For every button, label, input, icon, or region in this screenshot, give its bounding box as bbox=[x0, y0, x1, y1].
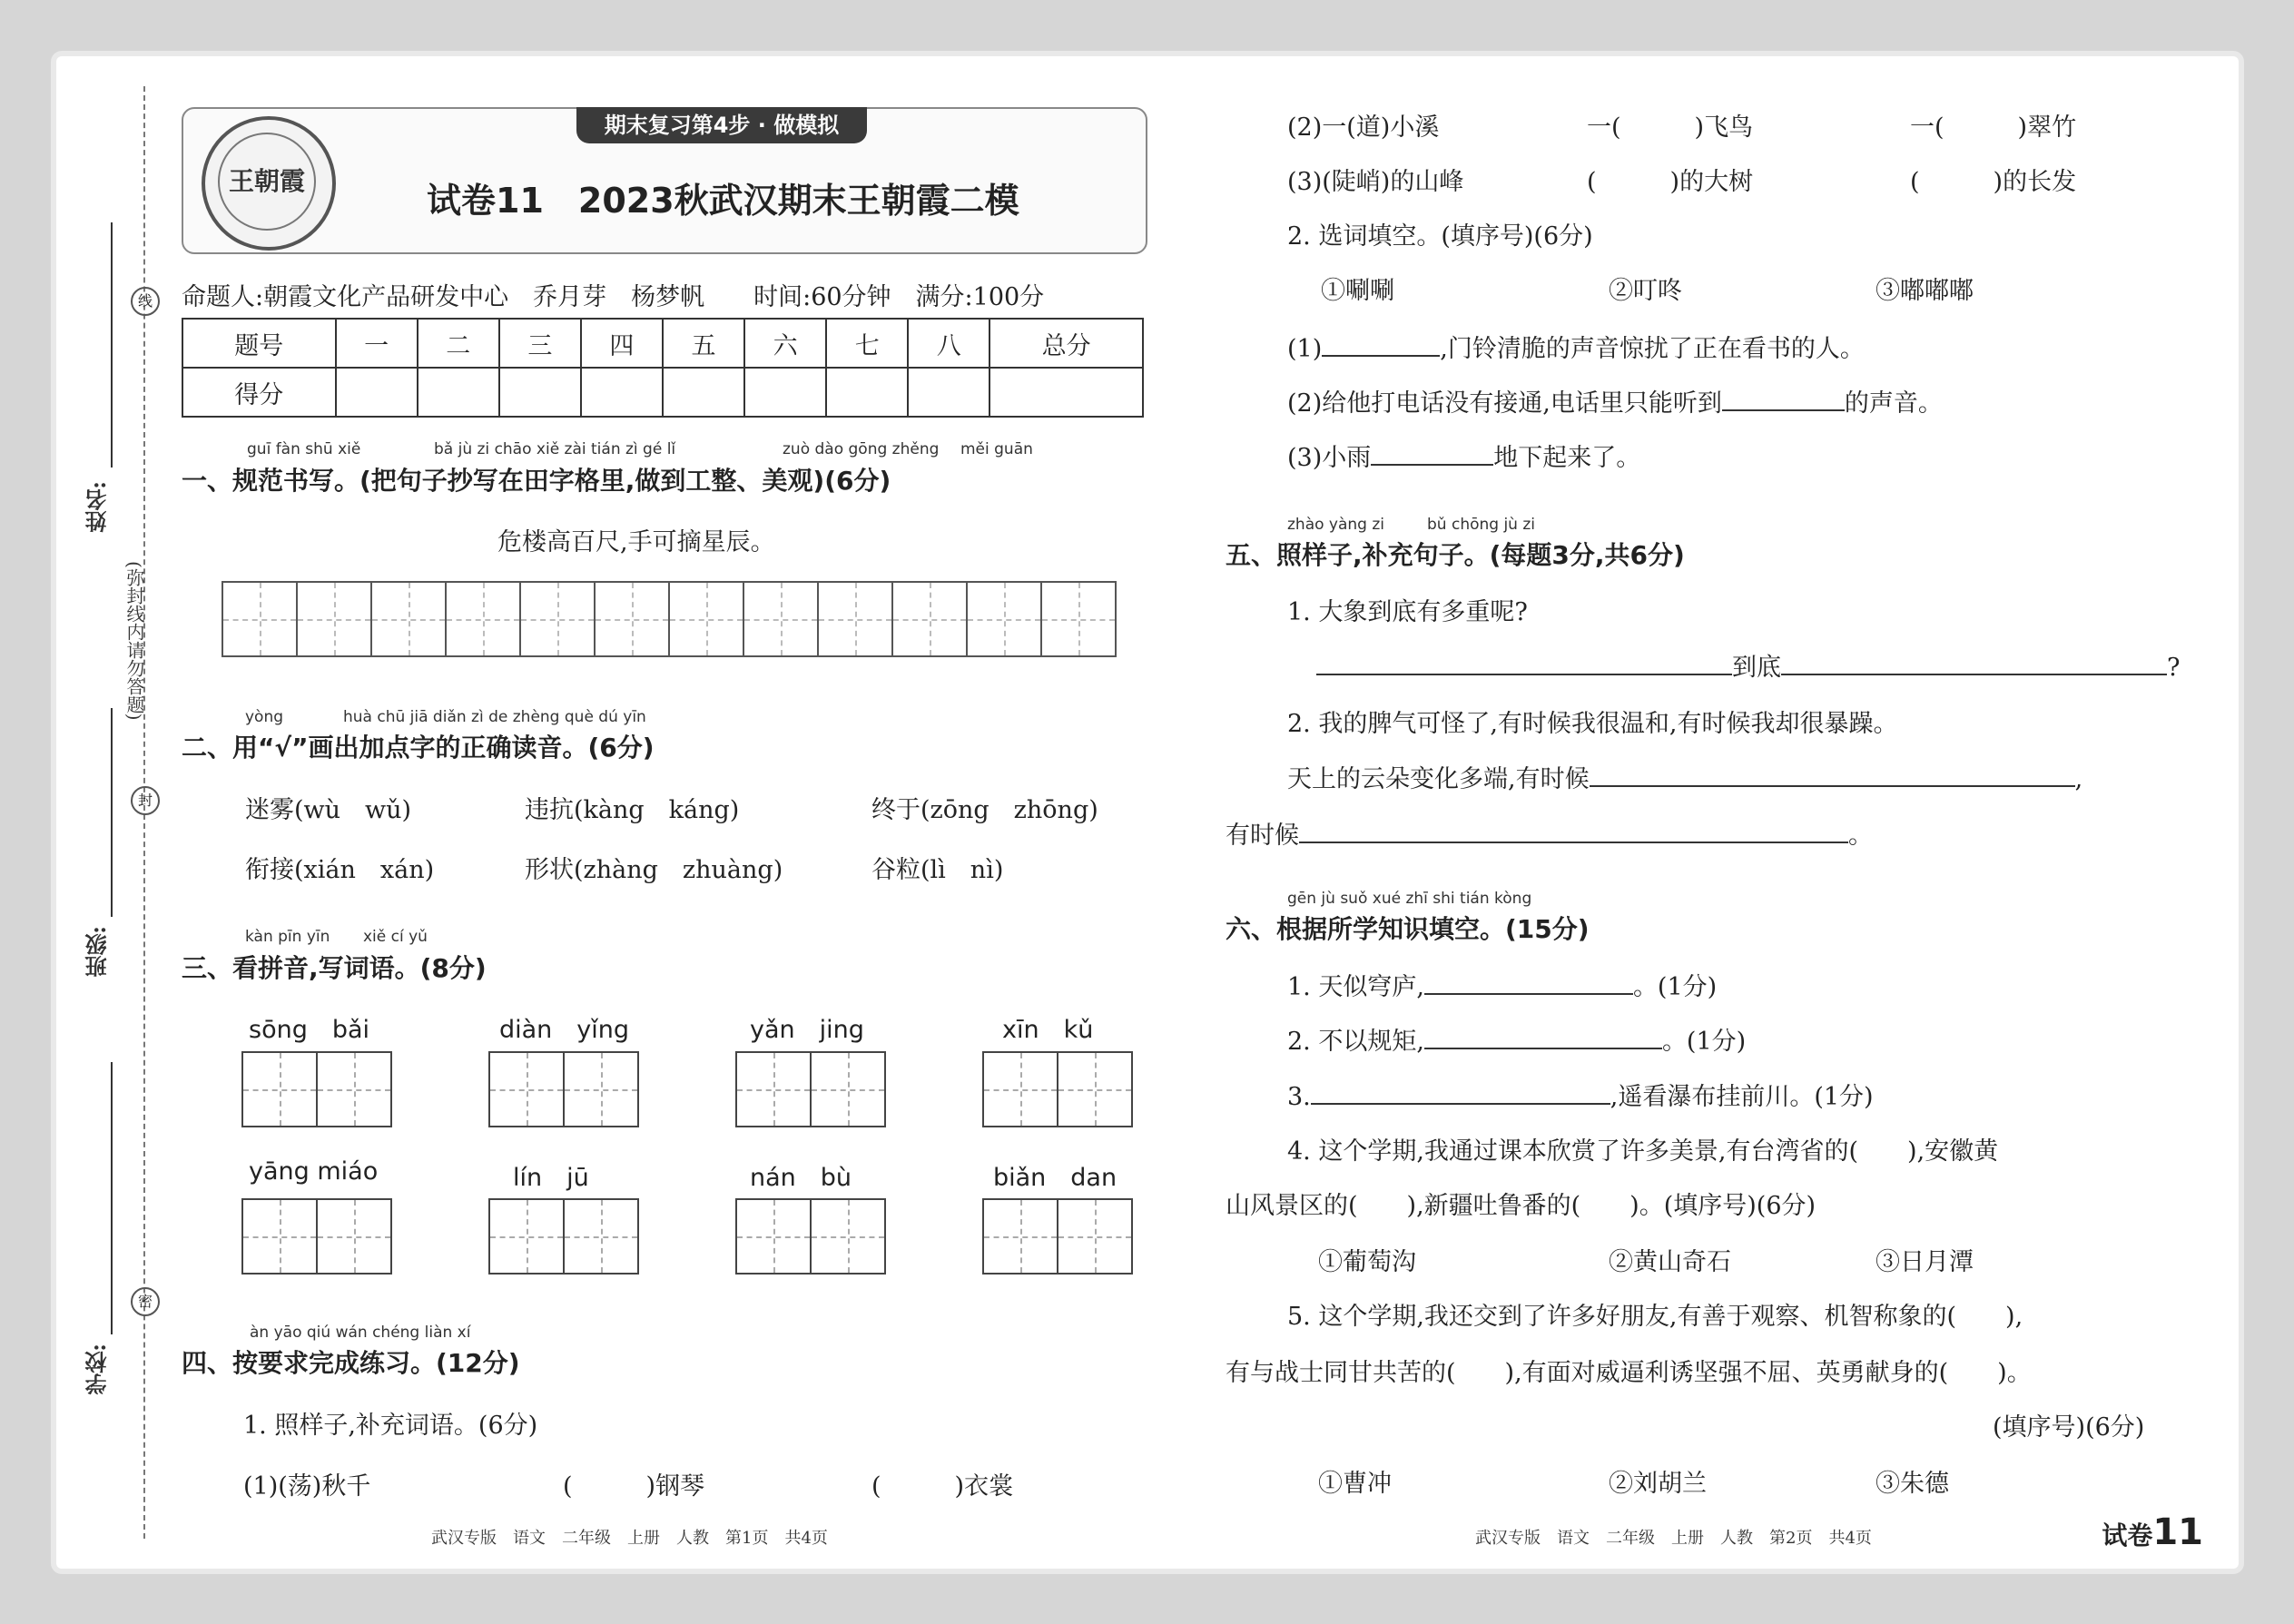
option: ①唰唰 bbox=[1321, 277, 1394, 305]
score-table bbox=[182, 318, 1144, 418]
pinyin: měi guān bbox=[960, 440, 1033, 458]
s6-line-4b: 山风景区的( ),新疆吐鲁番的( )。(填序号)(6分) bbox=[1226, 1192, 1816, 1220]
tian-grid-strip[interactable] bbox=[223, 581, 1117, 657]
s6-line-1: 1. 天似穹庐, 。(1分) bbox=[1287, 973, 1718, 1001]
s6-line-2: 2. 不以规矩, 。(1分) bbox=[1287, 1028, 1747, 1056]
score-cell[interactable] bbox=[418, 368, 499, 417]
reading-option[interactable]: 终于(zōng zhōng) bbox=[871, 796, 1098, 824]
pinyin: bǔ chōng jù zi bbox=[1427, 516, 1536, 534]
score-cell[interactable] bbox=[826, 368, 908, 417]
fill-sentence-2: (2)给他打电话没有接通,电话里只能听到 的声音。 bbox=[1287, 389, 1943, 418]
option: ②叮咚 bbox=[1609, 277, 1682, 305]
class-label: 班级: bbox=[84, 926, 111, 978]
header-tab: 期末复习第4步 · 做模拟 bbox=[576, 107, 867, 143]
pinyin: gēn jù suǒ xué zhī shi tián kòng bbox=[1287, 890, 1532, 908]
option: ①曹冲 bbox=[1318, 1470, 1392, 1498]
fill-sentence-3: (3)小雨 地下起来了。 bbox=[1287, 444, 1641, 472]
blank[interactable] bbox=[1781, 674, 2167, 675]
word-grid[interactable] bbox=[243, 1051, 392, 1127]
word-pinyin: xīn kǔ bbox=[1002, 1016, 1094, 1044]
s6-line-5c: (填序号)(6分) bbox=[1993, 1413, 2145, 1442]
s5-q1: 1. 大象到底有多重呢? bbox=[1287, 598, 1528, 626]
word-grid[interactable] bbox=[984, 1198, 1133, 1275]
blank[interactable] bbox=[1322, 355, 1440, 357]
pinyin: yòng bbox=[245, 708, 284, 726]
word-grid[interactable] bbox=[984, 1051, 1133, 1127]
pinyin: bǎ jù zi chāo xiě zài tián zì gé lǐ bbox=[434, 440, 676, 458]
option: ③日月潭 bbox=[1876, 1248, 1974, 1276]
word-pinyin: nán bù bbox=[750, 1164, 852, 1192]
s5-q1-answer: 到底 ? bbox=[1316, 647, 2180, 683]
fill-item[interactable]: ( )的长发 bbox=[1910, 168, 2077, 196]
s5-q2: 2. 我的脾气可怪了,有时候我很温和,有时候我却很暴躁。 bbox=[1287, 710, 1898, 738]
class-field-line[interactable] bbox=[111, 708, 113, 917]
fill-item: (3)(陡峭)的山峰 bbox=[1287, 168, 1464, 196]
score-header-cell: 二 bbox=[418, 319, 499, 368]
brand-logo bbox=[202, 116, 336, 251]
reading-option[interactable]: 衔接(xián xán) bbox=[245, 856, 435, 884]
word-pinyin: diàn yǐng bbox=[499, 1016, 630, 1044]
score-header-cell: 三 bbox=[499, 319, 581, 368]
score-header-cell: 五 bbox=[663, 319, 744, 368]
logo-text: 王朝霞 bbox=[228, 166, 305, 196]
reading-option[interactable]: 违抗(kàng káng) bbox=[525, 796, 740, 824]
word-pinyin: lín jū bbox=[513, 1164, 589, 1192]
score-header-cell: 七 bbox=[826, 319, 908, 368]
score-cell[interactable] bbox=[336, 368, 418, 417]
score-cell[interactable] bbox=[908, 368, 989, 417]
option: ②黄山奇石 bbox=[1609, 1248, 1731, 1276]
score-header-cell: 题号 bbox=[182, 319, 336, 368]
fill-item[interactable]: ( )衣裳 bbox=[871, 1472, 1014, 1501]
blank[interactable] bbox=[1311, 1103, 1610, 1105]
blank[interactable] bbox=[1371, 464, 1493, 466]
blank[interactable] bbox=[1424, 993, 1633, 995]
word-grid[interactable] bbox=[737, 1051, 886, 1127]
exam-meta: 命题人:朝霞文化产品研发中心 乔月芽 杨梦帆 时间:60分钟 满分:100分 bbox=[182, 283, 1045, 311]
fill-item[interactable]: 一( )翠竹 bbox=[1910, 113, 2077, 142]
option: ③朱德 bbox=[1876, 1470, 1949, 1498]
blank[interactable] bbox=[1424, 1048, 1662, 1049]
s4-q1: 1. 照样子,补充词语。(6分) bbox=[243, 1412, 538, 1440]
s5-q2-answer: 天上的云朵变化多端,有时候 , bbox=[1287, 765, 2083, 793]
s6-line-4: 4. 这个学期,我通过课本欣赏了许多美景,有台湾省的( ),安徽黄 bbox=[1287, 1137, 1999, 1166]
score-cell[interactable] bbox=[744, 368, 826, 417]
section-6-title: 六、根据所学知识填空。(15分) bbox=[1226, 914, 1590, 944]
reading-option[interactable]: 形状(zhàng zhuàng) bbox=[525, 856, 783, 884]
score-cell[interactable] bbox=[499, 368, 581, 417]
blank[interactable] bbox=[1316, 674, 1732, 675]
pinyin: huà chū jiā diǎn zì de zhèng què dú yīn bbox=[343, 708, 646, 726]
s6-line-5b: 有与战士同甘共苦的( ),有面对威逼利诱坚强不屈、英勇献身的( )。 bbox=[1226, 1359, 2032, 1387]
page-tag-number: 11 bbox=[2152, 1511, 2203, 1553]
exam-title: 试卷11 2023秋武汉期末王朝霞二模 bbox=[427, 181, 1019, 221]
pinyin: zuò dào gōng zhěng bbox=[783, 440, 940, 458]
score-header-cell: 六 bbox=[744, 319, 826, 368]
word-pinyin: yāng miáo bbox=[249, 1157, 379, 1186]
score-cell[interactable] bbox=[663, 368, 744, 417]
word-pinyin: yǎn jing bbox=[750, 1016, 864, 1044]
score-row-label: 得分 bbox=[182, 368, 336, 417]
pinyin: zhào yàng zi bbox=[1287, 516, 1385, 534]
pinyin: kàn pīn yīn bbox=[245, 928, 330, 946]
school-label: 学校: bbox=[84, 1343, 111, 1395]
section-3-title: 三、看拼音,写词语。(8分) bbox=[182, 953, 487, 983]
pinyin: àn yāo qiú wán chéng liàn xí bbox=[250, 1324, 471, 1342]
word-grid[interactable] bbox=[490, 1198, 639, 1275]
fill-item: (1)(荡)秋千 bbox=[243, 1472, 371, 1501]
s4-q2: 2. 选词填空。(填序号)(6分) bbox=[1287, 222, 1593, 251]
name-field-line[interactable] bbox=[111, 222, 113, 468]
binding-note: (弥封线内请勿答题) bbox=[123, 561, 145, 721]
s6-line-3: 3. ,遥看瀑布挂前川。(1分) bbox=[1287, 1083, 1874, 1111]
reading-option[interactable]: 迷雾(wù wǔ) bbox=[245, 796, 412, 824]
binding-mark-secret: 密 bbox=[131, 1287, 160, 1316]
score-cell[interactable] bbox=[581, 368, 663, 417]
section-1-title: 一、规范书写。(把句子抄写在田字格里,做到工整、美观)(6分) bbox=[182, 466, 891, 496]
score-header-cell: 总分 bbox=[989, 319, 1143, 368]
score-header-cell: 八 bbox=[908, 319, 989, 368]
fill-item[interactable]: 一( )飞鸟 bbox=[1587, 113, 1754, 142]
s5-q2-answer-2: 有时候 。 bbox=[1226, 822, 1873, 850]
blank[interactable] bbox=[1590, 785, 2075, 787]
binding-mark-seal: 封 bbox=[131, 786, 160, 815]
copy-sentence: 危楼高百尺,手可摘星辰。 bbox=[497, 528, 775, 556]
section-5-title: 五、照样子,补充句子。(每题3分,共6分) bbox=[1226, 540, 1685, 570]
school-field-line[interactable] bbox=[111, 1062, 113, 1334]
option: ③嘟嘟嘟 bbox=[1876, 277, 1974, 305]
option: ②刘胡兰 bbox=[1609, 1470, 1707, 1498]
blank[interactable] bbox=[1299, 842, 1848, 843]
fill-sentence-1: (1) ,门铃清脆的声音惊扰了正在看书的人。 bbox=[1287, 335, 1865, 363]
name-label: 姓名: bbox=[84, 481, 111, 533]
fill-item: (2)一(道)小溪 bbox=[1287, 113, 1440, 142]
section-4-title: 四、按要求完成练习。(12分) bbox=[182, 1348, 520, 1378]
word-grid[interactable] bbox=[243, 1198, 392, 1275]
footer-right: 武汉专版 语文 二年级 上册 人教 第2页 共4页 bbox=[1475, 1529, 1872, 1548]
page-tag: 试卷11 bbox=[2102, 1511, 2203, 1553]
option: ①葡萄沟 bbox=[1318, 1248, 1416, 1276]
word-pinyin: biǎn dan bbox=[993, 1164, 1117, 1192]
fill-item[interactable]: ( )钢琴 bbox=[563, 1472, 705, 1501]
fill-item[interactable]: ( )的大树 bbox=[1587, 168, 1754, 196]
score-cell[interactable] bbox=[989, 368, 1143, 417]
word-grid[interactable] bbox=[737, 1198, 886, 1275]
word-grid[interactable] bbox=[490, 1051, 639, 1127]
blank[interactable] bbox=[1722, 409, 1845, 411]
section-2-title: 二、用“√”画出加点字的正确读音。(6分) bbox=[182, 733, 655, 763]
score-header-cell: 一 bbox=[336, 319, 418, 368]
pinyin: guī fàn shū xiě bbox=[247, 440, 361, 458]
s6-line-5: 5. 这个学期,我还交到了许多好朋友,有善于观察、机智称象的( ), bbox=[1287, 1303, 2023, 1331]
pinyin: xiě cí yǔ bbox=[363, 928, 428, 946]
binding-mark-line: 线 bbox=[131, 287, 160, 316]
footer-left: 武汉专版 语文 二年级 上册 人教 第1页 共4页 bbox=[431, 1529, 828, 1548]
word-pinyin: sōng bǎi bbox=[249, 1016, 370, 1044]
reading-option[interactable]: 谷粒(lì nì) bbox=[871, 856, 1004, 884]
score-header-cell: 四 bbox=[581, 319, 663, 368]
